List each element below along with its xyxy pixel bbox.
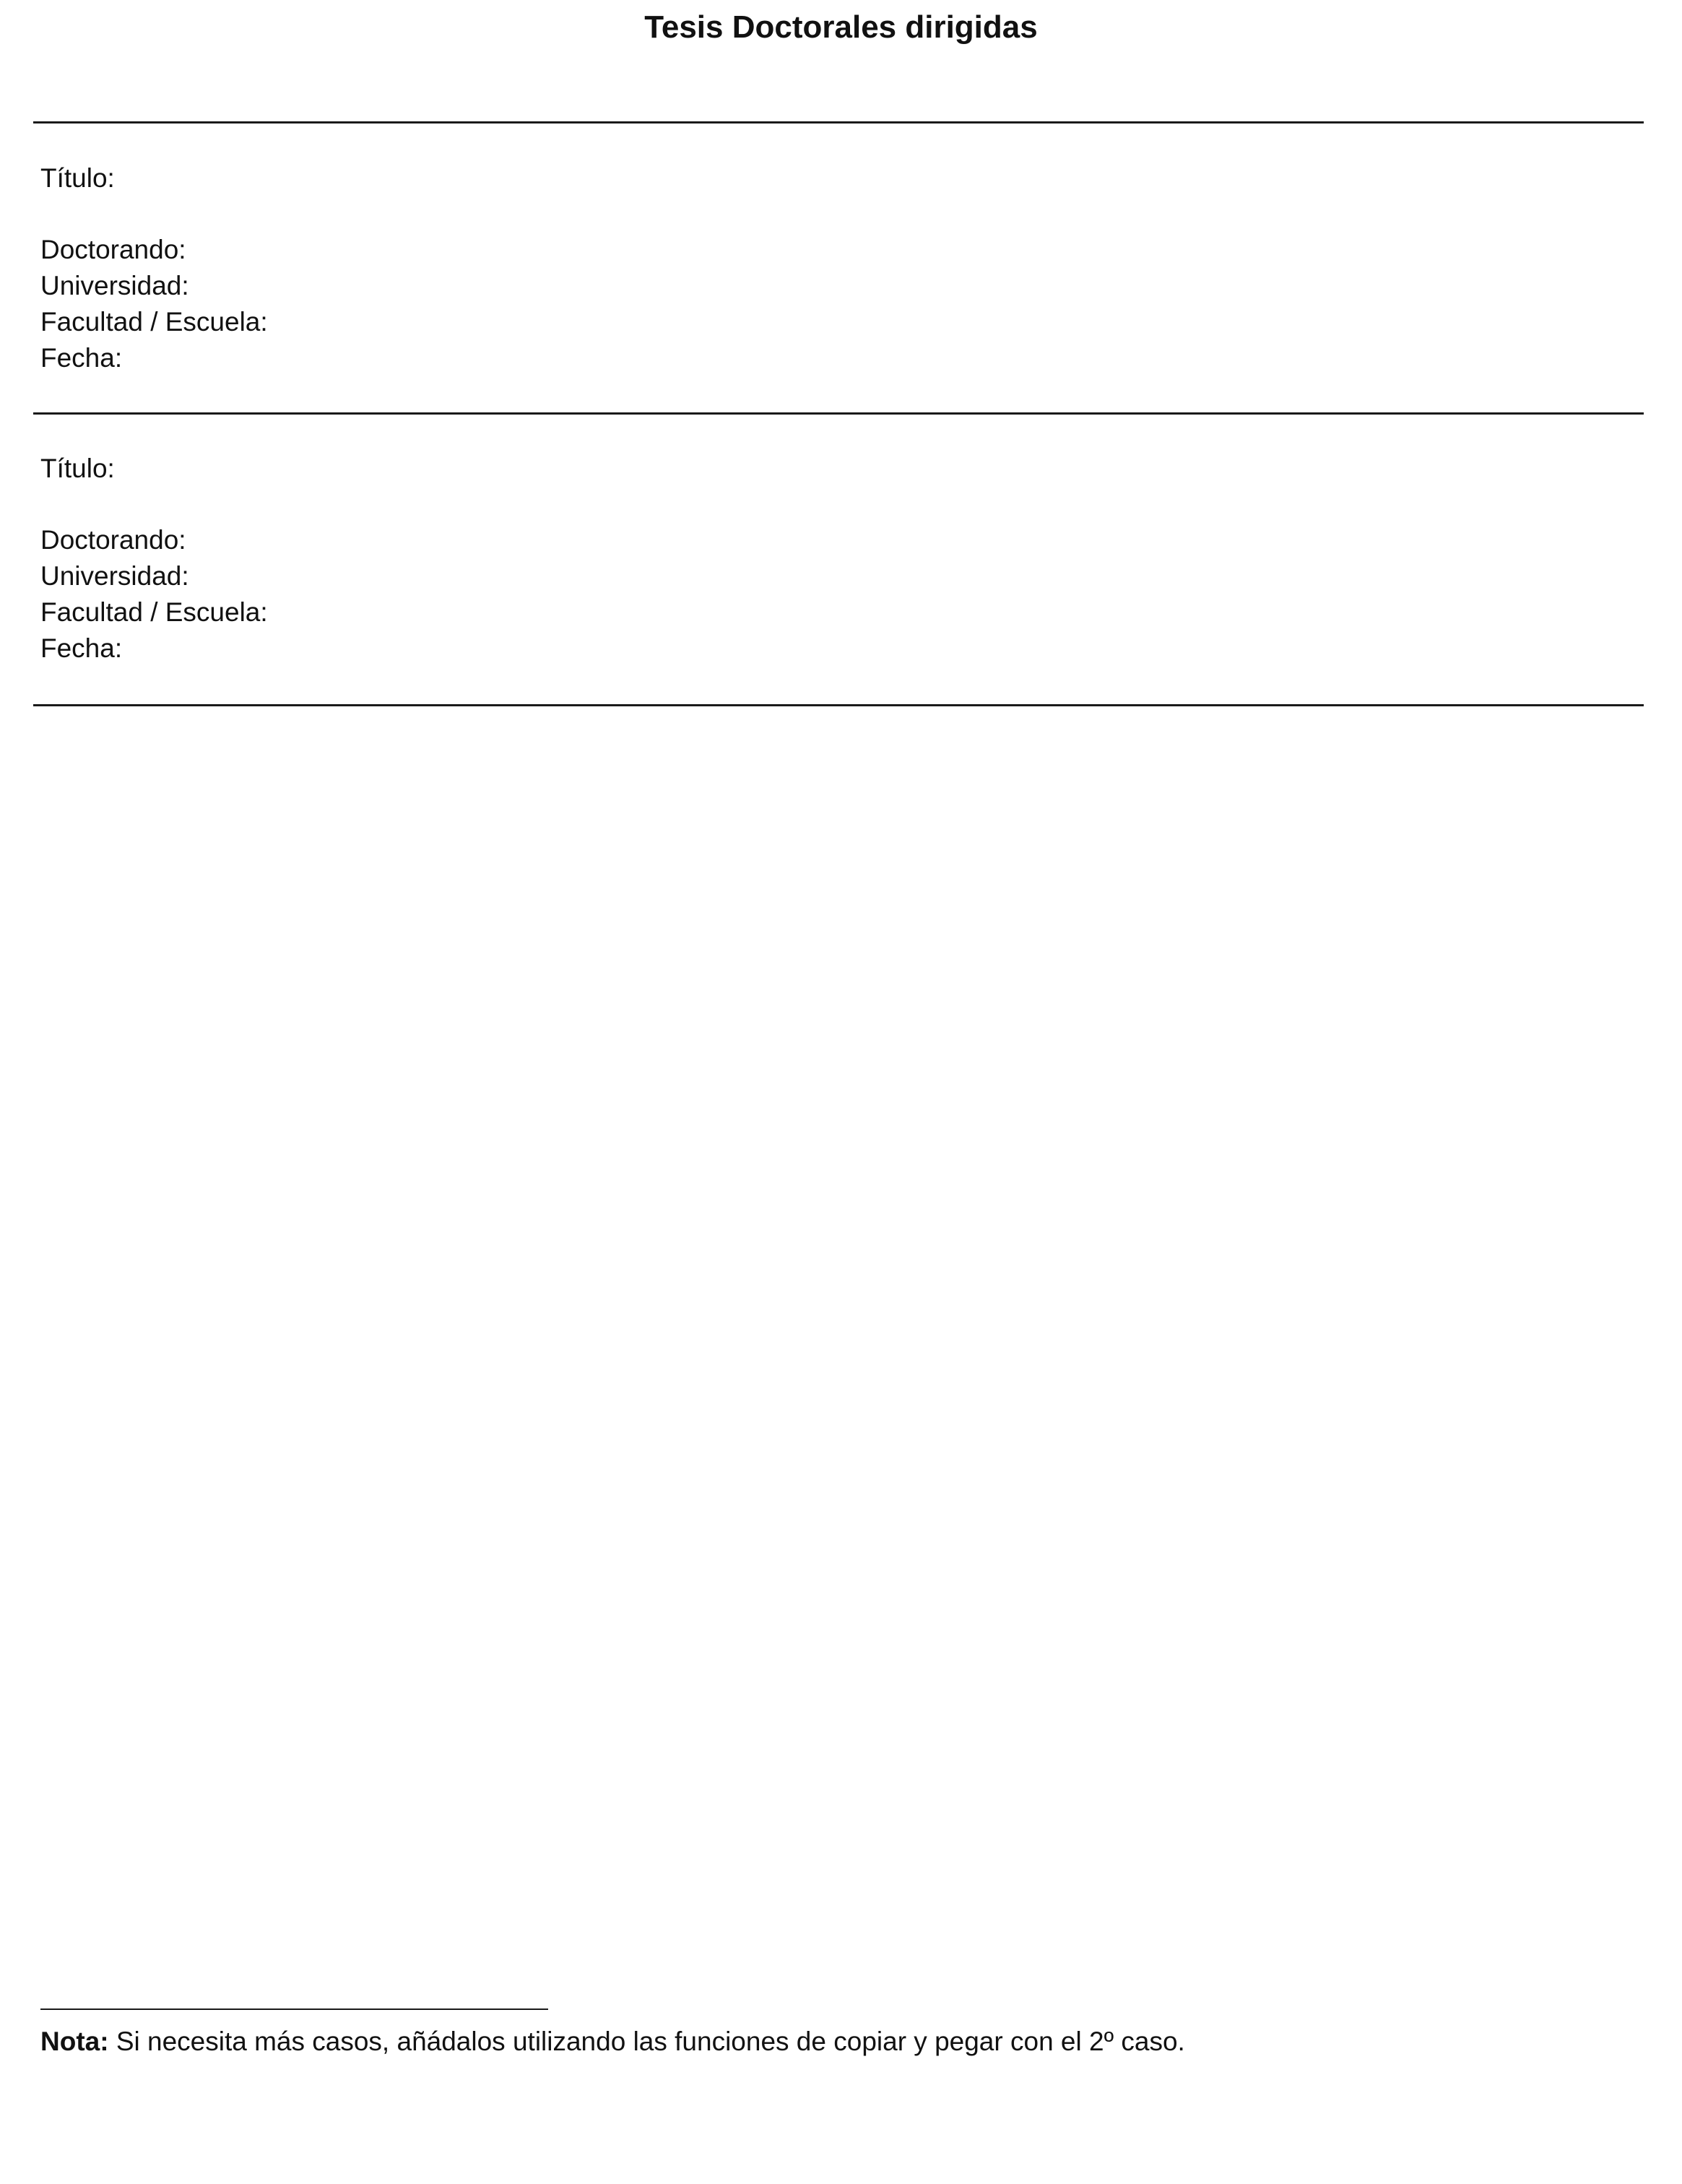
fecha-label: Fecha: (40, 343, 123, 373)
divider-middle (33, 412, 1644, 415)
titulo-label: Título: (40, 163, 115, 193)
universidad-label: Universidad: (40, 561, 189, 591)
footnote (40, 2024, 1185, 2060)
universidad-label: Universidad: (40, 271, 189, 300)
divider-bottom (33, 704, 1644, 706)
facultad-label: Facultad / Escuela: (40, 597, 268, 627)
facultad-label: Facultad / Escuela: (40, 307, 268, 337)
fecha-label: Fecha: (40, 633, 123, 663)
thesis-entry-1 (40, 160, 268, 376)
note-text: Si necesita más casos, añádalos utilizando las funciones de copiar y pegar con el 2º caso. (108, 2027, 1185, 2056)
doctorando-label: Doctorando: (40, 235, 186, 264)
thesis-entry-2 (40, 451, 268, 667)
doctorando-label: Doctorando: (40, 525, 186, 555)
footnote-separator (40, 2008, 548, 2010)
note-label: Nota: (40, 2027, 109, 2056)
page-title: Tesis Doctorales dirigidas (644, 9, 1038, 45)
titulo-label: Título: (40, 454, 115, 483)
divider-top (33, 121, 1644, 124)
